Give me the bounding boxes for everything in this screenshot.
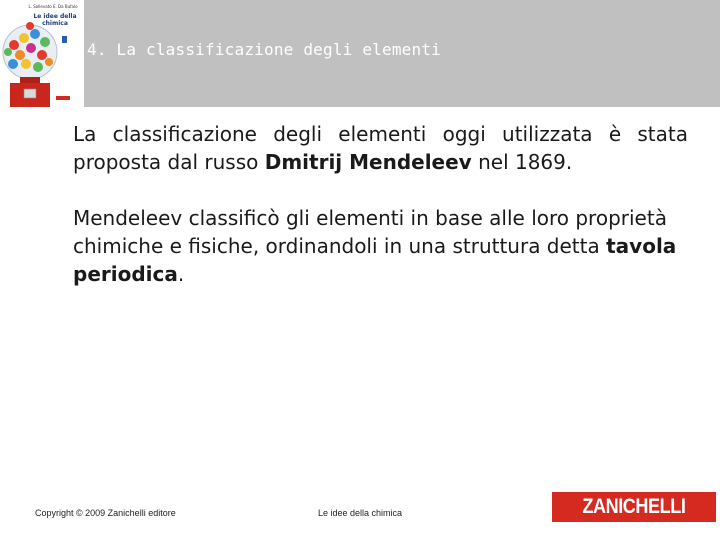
slide-title: 4. La classificazione degli elementi	[87, 40, 441, 59]
paragraph-text: Mendeleev classificò gli elementi in base alle loro proprietà chimiche e fisiche, ordinandoli in una struttura detta	[73, 206, 667, 258]
paragraph-text: nel 1869.	[471, 150, 573, 174]
highlight-tavola-periodica: tavola periodica	[73, 234, 677, 286]
paragraph-text: .	[177, 262, 185, 286]
header-bar	[0, 0, 720, 107]
book-cover-image	[0, 0, 84, 107]
cover-title: Le idee della chimica	[33, 13, 77, 27]
logo-text: ZANICHELLI	[582, 495, 686, 518]
zanichelli-logo	[552, 492, 716, 522]
footer-book-title: Le idee della chimica	[318, 508, 403, 518]
paragraph-mendeleev-intro	[73, 120, 688, 176]
cover-authors: L. Sollevato E. Da Bufalo	[28, 4, 78, 9]
highlight-mendeleev: Dmitrij Mendeleev	[264, 150, 472, 174]
footer-copyright: Copyright © 2009 Zanichelli editore	[35, 508, 176, 518]
paragraph-periodic-table	[73, 204, 683, 288]
paragraph-text: La classificazione degli elementi oggi utilizzata è stata proposta dal russo	[73, 122, 688, 174]
slide-content	[73, 120, 693, 288]
